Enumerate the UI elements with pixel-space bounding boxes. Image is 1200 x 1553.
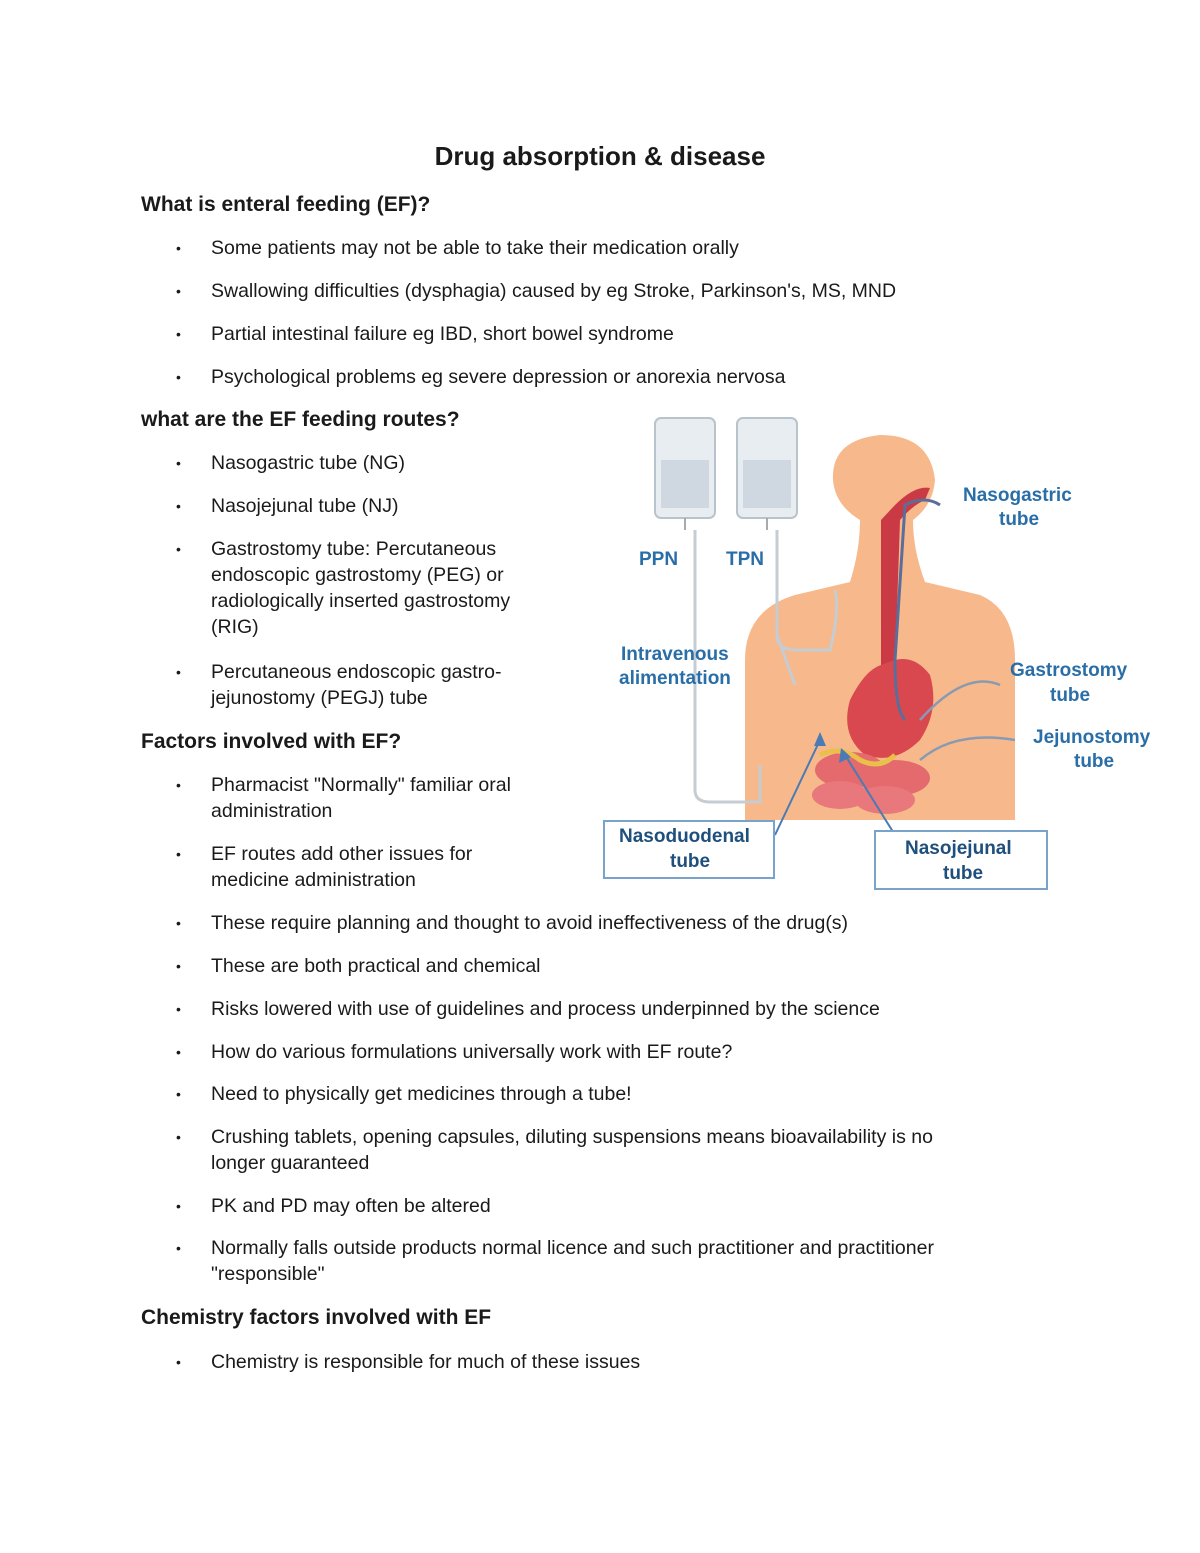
heading-chemistry-factors: Chemistry factors involved with EF	[141, 1306, 492, 1329]
list-item-line: endoscopic gastrostomy (PEG) or	[211, 564, 504, 586]
bullet: •	[176, 915, 181, 931]
label-nasoduodenal: Nasoduodenal	[619, 826, 750, 847]
list-item: How do various formulations universally work with EF route?	[211, 1041, 733, 1063]
bullet: •	[176, 1001, 181, 1017]
list-item-line: "responsible"	[211, 1263, 325, 1285]
bullet: •	[176, 1129, 181, 1145]
bullet: •	[176, 240, 181, 256]
list-item: Nasojejunal tube (NJ)	[211, 495, 399, 517]
list-item-line: medicine administration	[211, 869, 416, 891]
bullet: •	[176, 1354, 181, 1370]
list-item: These are both practical and chemical	[211, 955, 541, 977]
list-item: Risks lowered with use of guidelines and process underpinned by the science	[211, 998, 880, 1020]
bullet: •	[176, 958, 181, 974]
label-intravenous: Intravenous	[621, 644, 729, 665]
label-tpn: TPN	[726, 549, 764, 570]
bullet: •	[176, 1086, 181, 1102]
list-item: Partial intestinal failure eg IBD, short bowel syndrome	[211, 323, 674, 345]
bullet: •	[176, 664, 181, 680]
list-item: These require planning and thought to avoid ineffectiveness of the drug(s)	[211, 912, 849, 934]
list-item	[211, 1124, 933, 1176]
bullet: •	[176, 283, 181, 299]
list-item	[211, 772, 511, 824]
label-ppn: PPN	[639, 549, 679, 570]
list-item-line: Crushing tablets, opening capsules, diluting suspensions means bioavailability is no	[211, 1126, 933, 1148]
bullet: •	[176, 1240, 181, 1256]
heading-factors: Factors involved with EF?	[141, 730, 402, 753]
heading-ef-routes: what are the EF feeding routes?	[141, 408, 460, 431]
list-item: Nasogastric tube (NG)	[211, 452, 405, 474]
bullet: •	[176, 498, 181, 514]
list-item	[211, 1235, 934, 1287]
nasoduodenal-box	[604, 821, 774, 878]
heading-what-is-ef: What is enteral feeding (EF)?	[141, 193, 431, 216]
bullet: •	[176, 541, 181, 557]
list-item-line: jejunostomy (PEGJ) tube	[211, 687, 428, 709]
list-item: Chemistry is responsible for much of these issues	[211, 1351, 641, 1373]
feeding-routes-figure	[595, 410, 1170, 900]
ppn-bag-icon	[655, 418, 715, 530]
list-item-line: Gastrostomy tube: Percutaneous	[211, 538, 497, 560]
bullet: •	[176, 777, 181, 793]
list-item-line: administration	[211, 800, 333, 822]
list-item-line: radiologically inserted gastrostomy	[211, 590, 511, 612]
list-item-line: Normally falls outside products normal licence and such practitioner and practitioner	[211, 1237, 934, 1259]
label-jejunostomy: Jejunostomy	[1033, 727, 1151, 748]
list-item	[211, 536, 510, 640]
bullet: •	[176, 455, 181, 471]
bullet: •	[176, 846, 181, 862]
list-item: Some patients may not be able to take their medication orally	[211, 237, 739, 259]
label-alimentation: alimentation	[619, 668, 731, 689]
label-nasogastric-tube: tube	[999, 509, 1040, 530]
label-nasogastric: Nasogastric	[963, 485, 1072, 506]
label-nasoduodenal-tube: tube	[670, 851, 711, 872]
list-item: Swallowing difficulties (dysphagia) caused by eg Stroke, Parkinson's, MS, MND	[211, 280, 897, 302]
list-item-line: (RIG)	[211, 616, 259, 638]
label-jejunostomy-tube: tube	[1074, 751, 1115, 772]
list-item	[211, 659, 502, 711]
label-nasojejunal: Nasojejunal	[905, 838, 1012, 859]
list-item-line: EF routes add other issues for	[211, 843, 473, 865]
list-item-line: longer guaranteed	[211, 1152, 370, 1174]
bullet: •	[176, 1198, 181, 1214]
label-nasojejunal-tube: tube	[943, 863, 984, 884]
list-item-line: Pharmacist "Normally" familiar oral	[211, 774, 511, 796]
page-title: Drug absorption & disease	[434, 141, 766, 171]
bullet: •	[176, 326, 181, 342]
list-item: Psychological problems eg severe depression or anorexia nervosa	[211, 366, 786, 388]
list-item: PK and PD may often be altered	[211, 1195, 491, 1217]
label-gastrostomy: Gastrostomy	[1010, 660, 1128, 681]
nasojejunal-box	[875, 831, 1047, 889]
bullet: •	[176, 1044, 181, 1060]
list-item-line: Percutaneous endoscopic gastro-	[211, 661, 502, 683]
bullet: •	[176, 369, 181, 385]
list-item	[211, 841, 472, 893]
list-item: Need to physically get medicines through a tube!	[211, 1083, 632, 1105]
label-gastrostomy-tube: tube	[1050, 685, 1091, 706]
tpn-bag-icon	[737, 418, 797, 530]
